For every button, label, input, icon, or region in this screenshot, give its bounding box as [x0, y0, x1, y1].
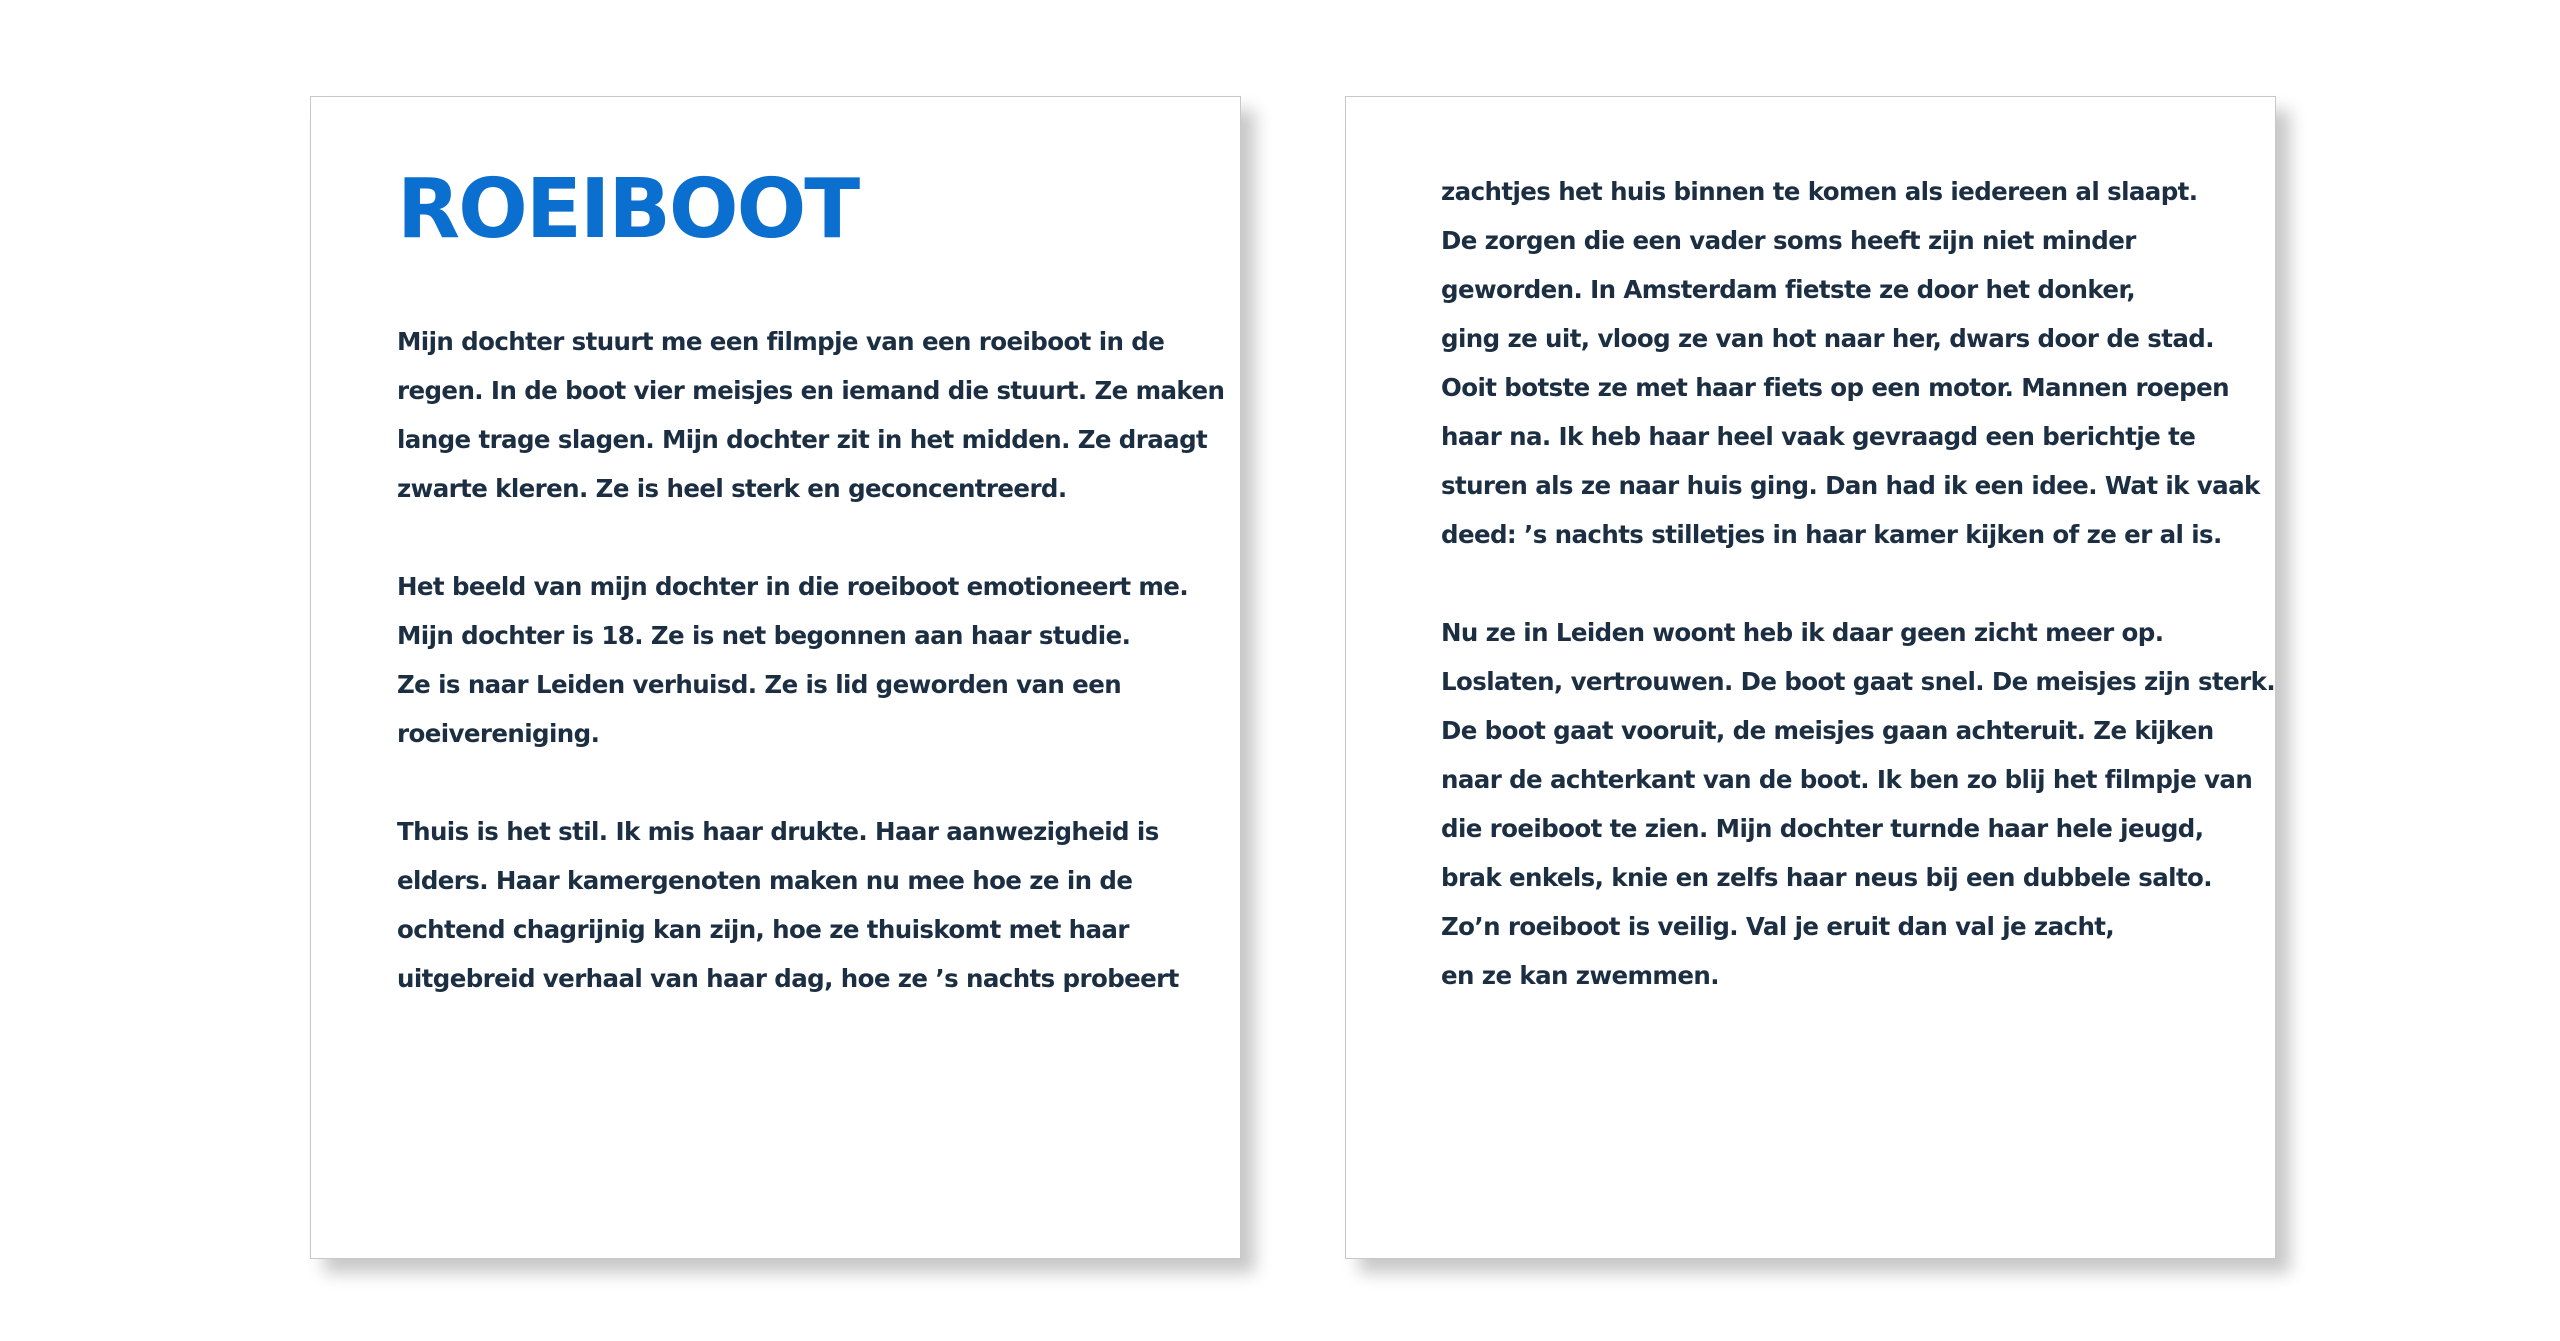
body-line: ging ze uit, vloog ze van hot naar her, dwars door de stad.	[1441, 324, 2214, 353]
body-line: naar de achterkant van de boot. Ik ben zo blij het filmpje van	[1441, 765, 2253, 794]
paragraph-gap	[397, 513, 1180, 562]
body-line: Loslaten, vertrouwen. De boot gaat snel. De meisjes zijn sterk.	[1441, 667, 2276, 696]
body-line: Ooit botste ze met haar fiets op een motor. Mannen roepen	[1441, 373, 2229, 402]
body-line: De zorgen die een vader soms heeft zijn niet minder	[1441, 226, 2136, 255]
body-line: elders. Haar kamergenoten maken nu mee hoe ze in de	[397, 866, 1133, 895]
body-line: zwarte kleren. Ze is heel sterk en geconcentreerd.	[397, 474, 1067, 503]
body-line: Thuis is het stil. Ik mis haar drukte. Haar aanwezigheid is	[397, 817, 1159, 846]
right-page	[1345, 96, 2276, 1259]
body-line: Mijn dochter stuurt me een filmpje van een roeiboot in de	[397, 327, 1165, 356]
body-line: Zo’n roeiboot is veilig. Val je eruit dan val je zacht,	[1441, 912, 2115, 941]
body-line: roeivereniging.	[397, 719, 600, 748]
left-page-text	[397, 317, 1225, 1003]
paragraph-gap	[1441, 559, 2235, 608]
body-line: Het beeld van mijn dochter in die roeiboot emotioneert me.	[397, 572, 1189, 601]
body-line: Mijn dochter is 18. Ze is net begonnen aan haar studie.	[397, 621, 1131, 650]
right-page-text	[1441, 167, 2276, 1000]
body-line: die roeiboot te zien. Mijn dochter turnde haar hele jeugd,	[1441, 814, 2204, 843]
body-line: brak enkels, knie en zelfs haar neus bij een dubbele salto.	[1441, 863, 2212, 892]
body-line: lange trage slagen. Mijn dochter zit in het midden. Ze draagt	[397, 425, 1208, 454]
body-line: deed: ’s nachts stilletjes in haar kamer kijken of ze er al is.	[1441, 520, 2222, 549]
body-line: ochtend chagrijnig kan zijn, hoe ze thuiskomt met haar	[397, 915, 1129, 944]
body-line: haar na. Ik heb haar heel vaak gevraagd een berichtje te	[1441, 422, 2196, 451]
article-title: ROEIBOOT	[397, 162, 859, 257]
body-line: regen. In de boot vier meisjes en iemand die stuurt. Ze maken	[397, 376, 1225, 405]
body-line: zachtjes het huis binnen te komen als iedereen al slaapt.	[1441, 177, 2198, 206]
body-line: en ze kan zwemmen.	[1441, 961, 1719, 990]
left-page	[310, 96, 1241, 1259]
paragraph-gap	[397, 758, 1180, 807]
body-line: De boot gaat vooruit, de meisjes gaan achteruit. Ze kijken	[1441, 716, 2214, 745]
body-line: geworden. In Amsterdam fietste ze door het donker,	[1441, 275, 2136, 304]
body-line: uitgebreid verhaal van haar dag, hoe ze ’s nachts probeert	[397, 964, 1179, 993]
body-line: Nu ze in Leiden woont heb ik daar geen zicht meer op.	[1441, 618, 2164, 647]
body-line: sturen als ze naar huis ging. Dan had ik een idee. Wat ik vaak	[1441, 471, 2260, 500]
body-line: Ze is naar Leiden verhuisd. Ze is lid geworden van een	[397, 670, 1122, 699]
